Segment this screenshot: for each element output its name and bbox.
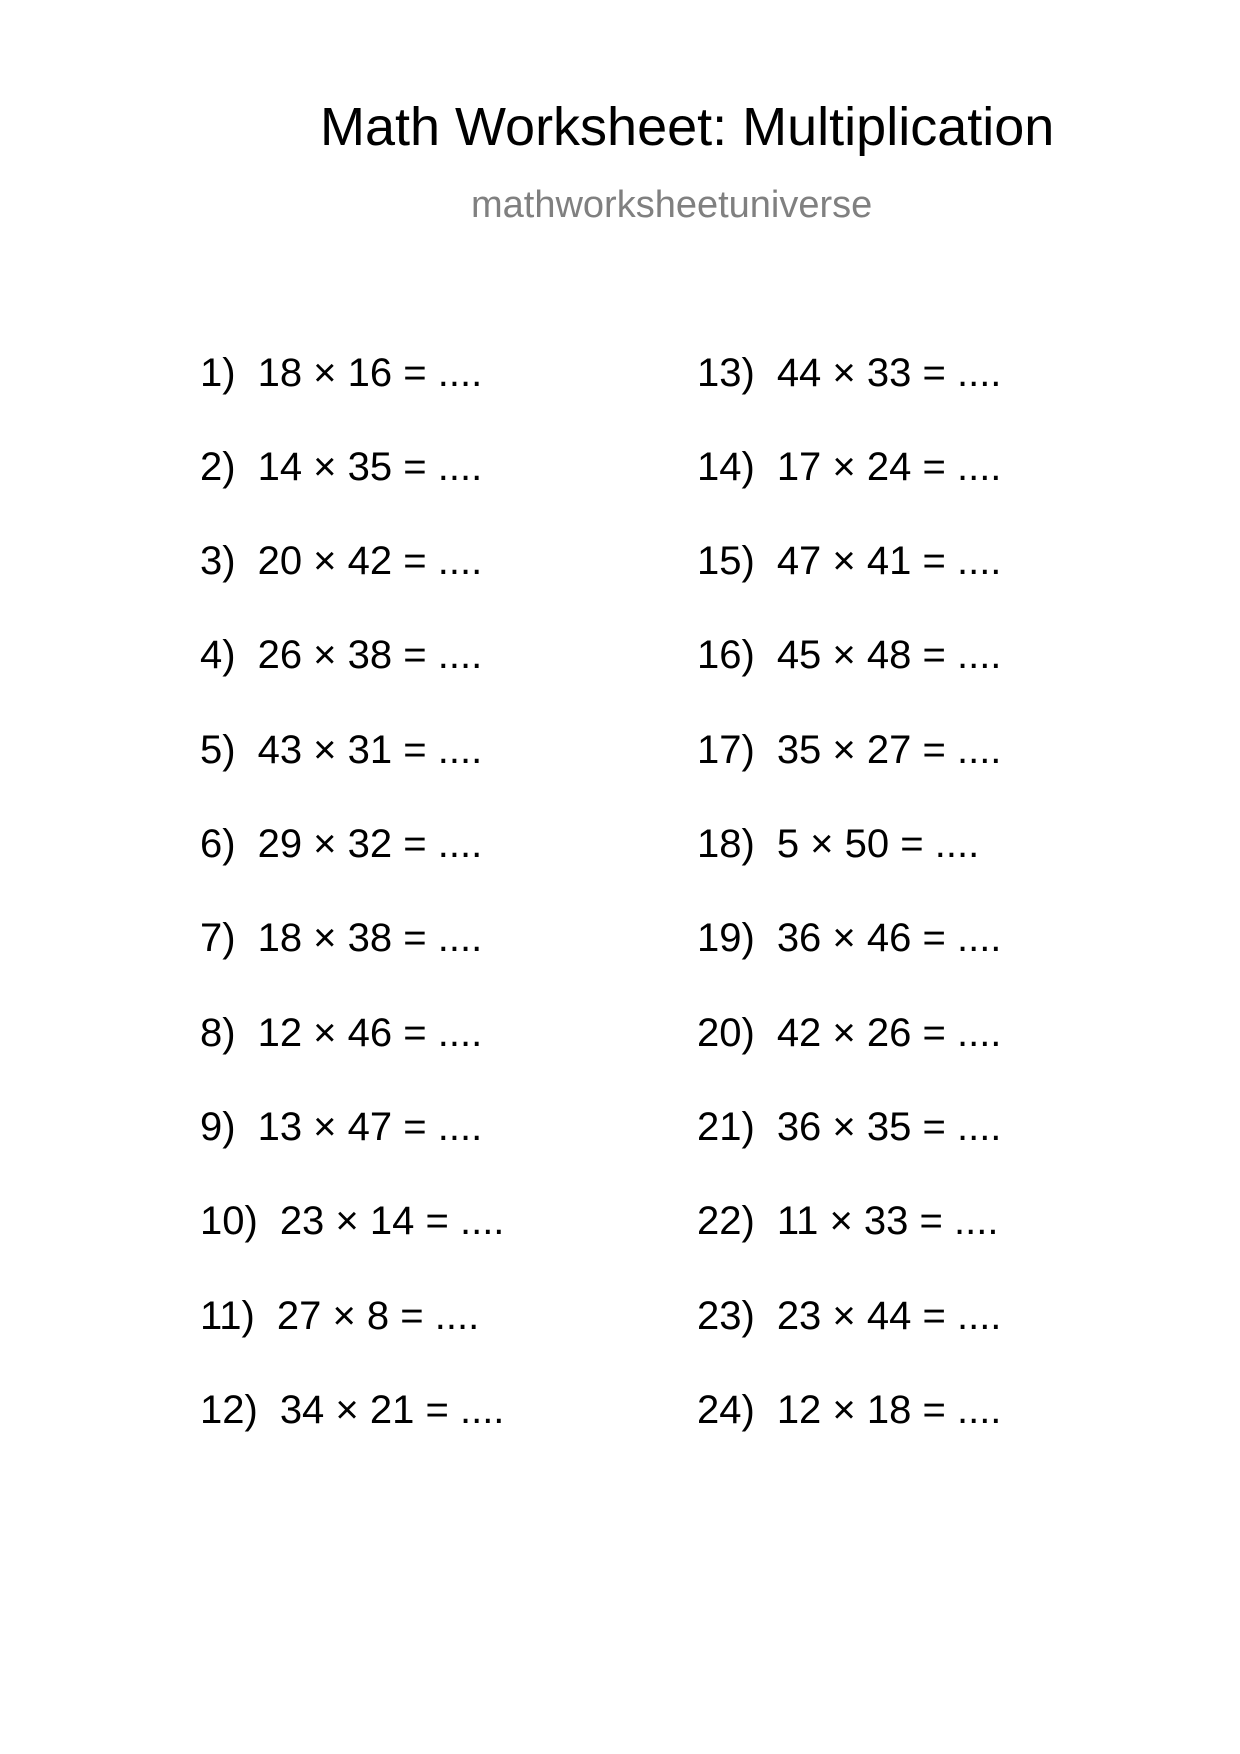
worksheet-subtitle: mathworksheetuniverse	[471, 184, 873, 226]
problem-number: 2)	[200, 445, 236, 489]
problem-item	[697, 1104, 1001, 1150]
problem-number: 14)	[697, 445, 755, 489]
problem-item	[200, 632, 482, 678]
problem-number: 23)	[697, 1294, 755, 1338]
problem-number: 19)	[697, 916, 755, 960]
problem-item	[200, 1198, 504, 1244]
problem-expression: 42 × 26 = ....	[776, 1011, 1002, 1055]
problem-expression: 18 × 16 = ....	[257, 351, 483, 395]
problem-item	[200, 1104, 482, 1150]
problem-expression: 13 × 47 = ....	[257, 1105, 483, 1149]
problem-number: 13)	[697, 351, 755, 395]
problem-number: 7)	[200, 916, 236, 960]
problem-number: 5)	[200, 728, 236, 772]
problem-item	[200, 1293, 479, 1339]
problem-item	[200, 915, 482, 961]
problem-item	[697, 915, 1001, 961]
problem-number: 3)	[200, 539, 236, 583]
problem-expression: 36 × 35 = ....	[776, 1105, 1002, 1149]
problem-number: 17)	[697, 728, 755, 772]
problem-expression: 23 × 44 = ....	[776, 1294, 1002, 1338]
problem-number: 21)	[697, 1105, 755, 1149]
problem-number: 12)	[200, 1388, 258, 1432]
problem-number: 4)	[200, 633, 236, 677]
problem-number: 8)	[200, 1011, 236, 1055]
problem-number: 22)	[697, 1199, 755, 1243]
problem-item	[697, 538, 1001, 584]
problem-expression: 45 × 48 = ....	[776, 633, 1002, 677]
problem-number: 11)	[200, 1294, 255, 1338]
problem-item	[200, 1010, 482, 1056]
worksheet-title: Math Worksheet: Multiplication	[320, 97, 1055, 157]
problem-item	[697, 727, 1001, 773]
problem-expression: 18 × 38 = ....	[257, 916, 483, 960]
problem-item	[200, 821, 482, 867]
problem-number: 18)	[697, 822, 755, 866]
problem-expression: 23 × 14 = ....	[279, 1199, 505, 1243]
problem-item	[697, 444, 1001, 490]
problem-item	[200, 444, 482, 490]
problem-item	[200, 350, 482, 396]
problem-item	[697, 1293, 1001, 1339]
problem-expression: 47 × 41 = ....	[776, 539, 1002, 583]
problem-number: 10)	[200, 1199, 258, 1243]
problem-item	[697, 1387, 1001, 1433]
problem-number: 9)	[200, 1105, 236, 1149]
problem-item	[200, 538, 482, 584]
problem-item	[200, 727, 482, 773]
problem-expression: 11 × 33 = ....	[776, 1199, 999, 1243]
problem-expression: 12 × 18 = ....	[776, 1388, 1002, 1432]
problem-item	[697, 350, 1001, 396]
problem-expression: 20 × 42 = ....	[257, 539, 483, 583]
problem-expression: 44 × 33 = ....	[776, 351, 1002, 395]
problem-expression: 43 × 31 = ....	[257, 728, 483, 772]
problem-item	[697, 1010, 1001, 1056]
problem-number: 20)	[697, 1011, 755, 1055]
problem-expression: 17 × 24 = ....	[776, 445, 1002, 489]
problem-number: 1)	[200, 351, 236, 395]
problem-expression: 14 × 35 = ....	[257, 445, 483, 489]
problem-expression: 36 × 46 = ....	[776, 916, 1002, 960]
problem-item	[697, 1198, 998, 1244]
problem-expression: 5 × 50 = ....	[776, 822, 980, 866]
problem-expression: 27 × 8 = ....	[276, 1294, 480, 1338]
problem-number: 24)	[697, 1388, 755, 1432]
problem-number: 16)	[697, 633, 755, 677]
problem-item	[697, 821, 979, 867]
problem-expression: 12 × 46 = ....	[257, 1011, 483, 1055]
problem-number: 15)	[697, 539, 755, 583]
problem-expression: 26 × 38 = ....	[257, 633, 483, 677]
problem-number: 6)	[200, 822, 236, 866]
problem-expression: 29 × 32 = ....	[257, 822, 483, 866]
problem-item	[200, 1387, 504, 1433]
problem-item	[697, 632, 1001, 678]
problem-expression: 34 × 21 = ....	[279, 1388, 505, 1432]
problem-expression: 35 × 27 = ....	[776, 728, 1002, 772]
